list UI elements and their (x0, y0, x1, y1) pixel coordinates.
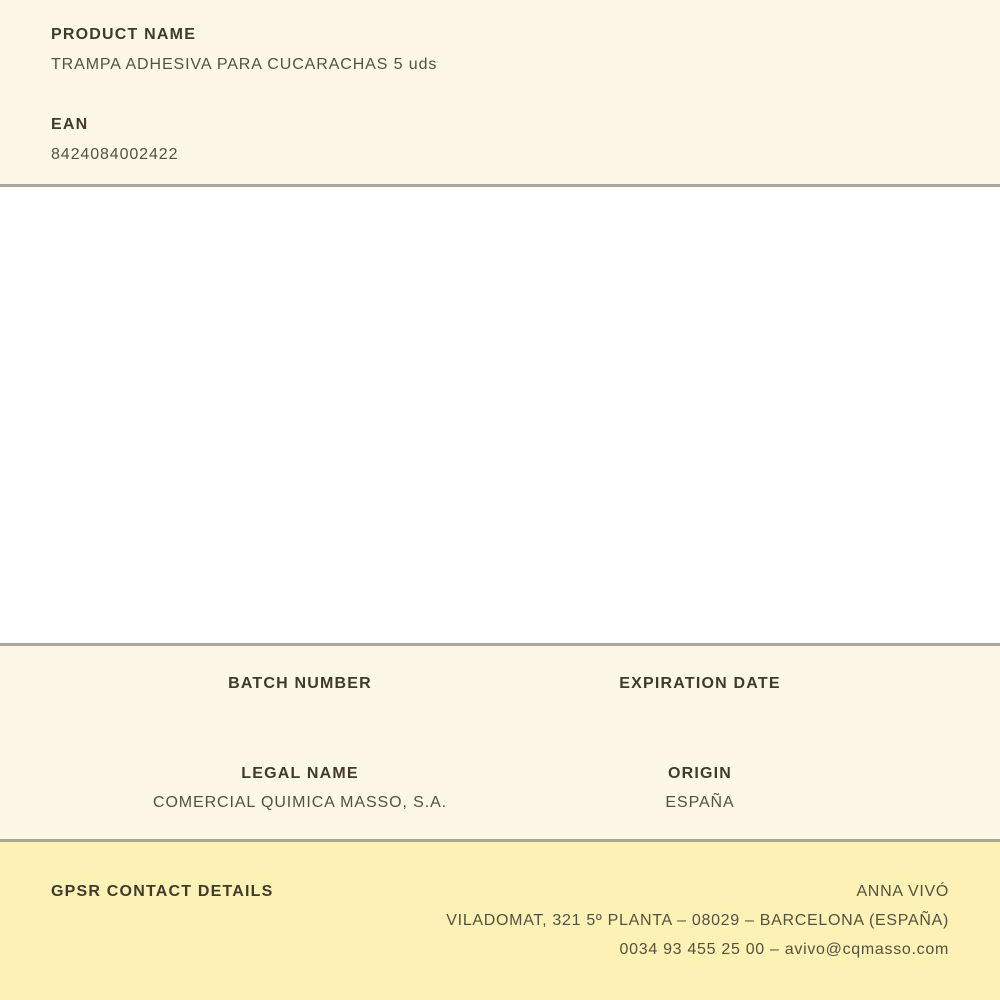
gpsr-contact-heading: GPSR CONTACT DETAILS (51, 883, 274, 900)
origin-field (500, 765, 900, 812)
expiration-date-field (500, 675, 900, 721)
ean-label: EAN (51, 116, 89, 133)
batch-legal-section (0, 646, 1000, 839)
product-name-label: PRODUCT NAME (51, 26, 197, 43)
legal-name-field (100, 765, 500, 812)
batch-number-label: BATCH NUMBER (228, 675, 372, 692)
contact-details (274, 883, 949, 959)
legal-name-value: COMERCIAL QUIMICA MASSO, S.A. (153, 794, 447, 811)
origin-label: ORIGIN (667, 765, 733, 782)
expiration-date-label: EXPIRATION DATE (619, 675, 781, 692)
gpsr-contact-section (0, 842, 1000, 1000)
ean-value: 8424084002422 (51, 146, 179, 163)
product-name-value: TRAMPA ADHESIVA PARA CUCARACHAS 5 uds (51, 56, 438, 73)
origin-value: ESPAÑA (665, 794, 735, 811)
fields-grid (100, 675, 900, 812)
contact-address: VILADOMAT, 321 5º PLANTA – 08029 – BARCELONA (ESPAÑA) (446, 912, 949, 929)
contact-phone-email: 0034 93 455 25 00 – avivo@cqmasso.com (619, 941, 949, 958)
legal-name-label: LEGAL NAME (241, 765, 359, 782)
blank-content-area (0, 187, 1000, 643)
contact-row (51, 883, 949, 959)
contact-person-name: ANNA VIVÓ (856, 883, 949, 900)
product-info-section (0, 0, 1000, 184)
batch-number-field (100, 675, 500, 721)
